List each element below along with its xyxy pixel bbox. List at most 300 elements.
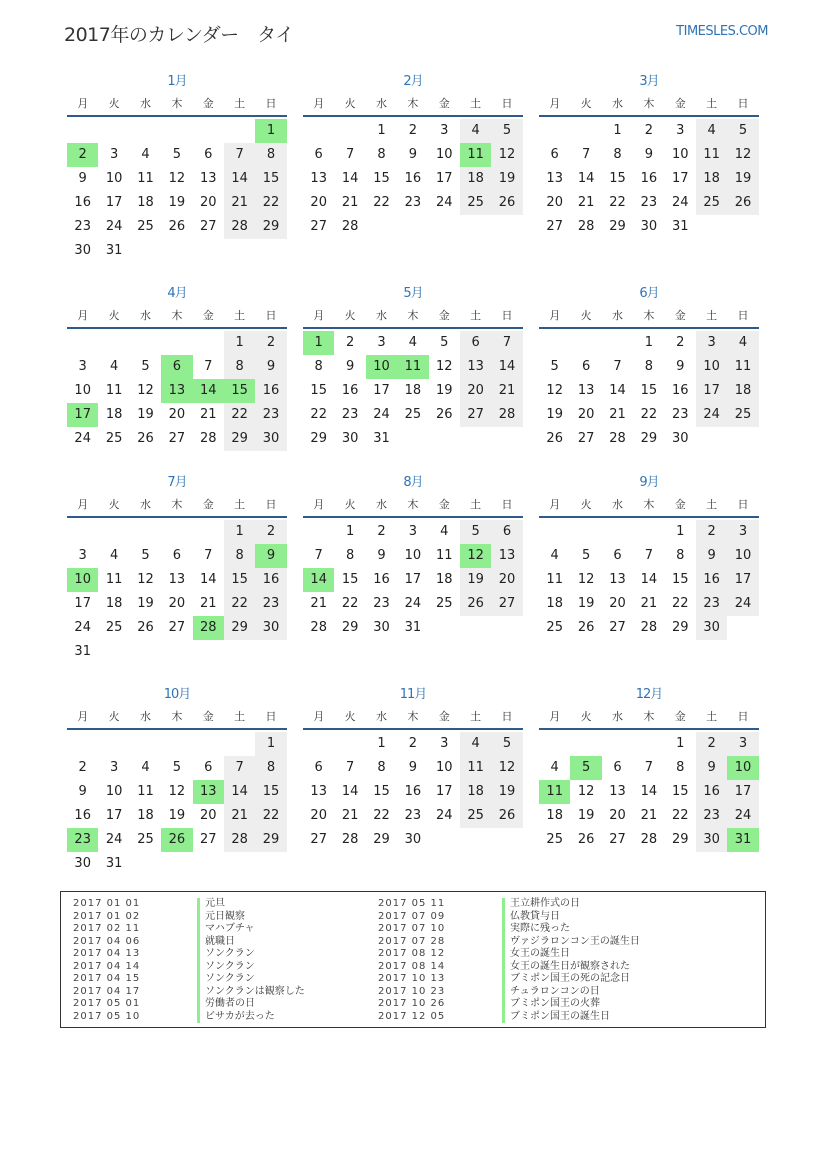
- day-cell: 22: [310, 407, 327, 422]
- legend-row: [73, 961, 373, 974]
- day-cell: 5: [491, 119, 522, 143]
- day-cell: 23: [671, 407, 689, 422]
- legend-row: [73, 998, 373, 1011]
- weekday-label: 日: [501, 97, 513, 110]
- day-cell: 20: [310, 195, 327, 210]
- day-cell: 28: [640, 832, 658, 847]
- month-title: 6月: [639, 286, 659, 301]
- day-grid: [303, 732, 523, 852]
- weekday-label: 水: [375, 309, 387, 322]
- weekday-label: 月: [77, 97, 89, 110]
- day-cell: 3: [78, 548, 87, 563]
- day-cell: 27: [310, 832, 327, 847]
- weekday-label: 日: [265, 309, 277, 322]
- day-cell: 6: [550, 147, 559, 162]
- day-cell: 29: [224, 427, 255, 451]
- day-grid: [303, 331, 523, 451]
- weekday-header: [67, 707, 287, 725]
- legend-holiday-name: ソンクラン: [197, 948, 255, 961]
- day-cell: 19: [727, 167, 758, 191]
- day-cell: 30: [696, 616, 727, 640]
- day-cell: 21: [491, 379, 522, 403]
- day-cell: 22: [373, 808, 390, 823]
- day-cell: 11: [546, 572, 563, 587]
- day-cell: 21: [199, 407, 217, 422]
- weekday-label: 金: [438, 710, 450, 723]
- legend-holiday-name: チュラロンコンの日: [502, 986, 600, 999]
- day-cell: 18: [105, 596, 123, 611]
- day-cell: 19: [137, 596, 154, 611]
- weekday-label: 木: [171, 309, 183, 322]
- day-cell: 30: [640, 219, 658, 234]
- day-cell: 25: [546, 832, 563, 847]
- empty-cell: [98, 520, 129, 544]
- day-cell: 14: [609, 383, 626, 398]
- month-title: 1月: [167, 74, 187, 89]
- empty-cell: [67, 119, 98, 143]
- day-cell: 29: [640, 431, 658, 446]
- day-cell: 16: [373, 572, 390, 587]
- legend-holiday-name: 元旦: [197, 898, 225, 911]
- day-cell: 14: [199, 572, 217, 587]
- month-title: 3月: [639, 74, 659, 89]
- month-7: [67, 474, 287, 664]
- weekday-header: [539, 495, 759, 513]
- legend-row: [378, 986, 678, 999]
- weekday-label: 水: [139, 498, 151, 511]
- day-cell: 11: [137, 784, 154, 799]
- day-cell: 25: [696, 191, 727, 215]
- day-cell: 23: [640, 195, 658, 210]
- day-cell: 10: [696, 355, 727, 379]
- day-cell: 11: [397, 355, 428, 379]
- day-cell: 10: [435, 147, 453, 162]
- legend-date: 2017 10 23: [378, 985, 446, 997]
- day-cell: 7: [204, 548, 213, 563]
- weekday-label: 土: [470, 97, 482, 110]
- month-title: 12月: [635, 687, 663, 702]
- legend-holiday-name: ソンクラン: [197, 961, 255, 974]
- day-cell: 10: [435, 760, 453, 775]
- day-cell: 17: [435, 171, 453, 186]
- day-cell: 9: [644, 147, 653, 162]
- day-cell: 7: [314, 548, 323, 563]
- day-cell: 3: [727, 520, 758, 544]
- day-cell: 1: [377, 736, 386, 751]
- day-cell: 28: [224, 215, 255, 239]
- day-cell: 25: [404, 407, 422, 422]
- month-1: [67, 73, 287, 263]
- day-cell: 16: [74, 808, 91, 823]
- day-cell: 5: [172, 147, 181, 162]
- legend-row: [378, 898, 678, 911]
- weekday-label: 木: [407, 498, 419, 511]
- day-grid: [539, 119, 759, 239]
- header-rule: [539, 516, 759, 518]
- day-cell: 1: [255, 119, 286, 143]
- month-9: [539, 474, 759, 640]
- day-cell: 22: [373, 195, 390, 210]
- site-brand-link[interactable]: TIMESLES.COM: [676, 24, 768, 39]
- day-cell: 7: [581, 147, 591, 162]
- legend-date: 2017 08 12: [378, 948, 446, 959]
- day-cell: 5: [727, 119, 758, 143]
- empty-cell: [161, 119, 192, 143]
- day-cell: 6: [204, 147, 213, 162]
- day-cell: 20: [199, 808, 217, 823]
- day-cell: 23: [696, 804, 727, 828]
- day-cell: 3: [727, 732, 758, 756]
- empty-cell: [303, 520, 334, 544]
- empty-cell: [570, 732, 601, 756]
- day-cell: 12: [727, 143, 758, 167]
- day-cell: 21: [609, 407, 626, 422]
- day-cell: 6: [613, 548, 622, 563]
- legend-row: [73, 973, 373, 986]
- weekday-label: 木: [407, 309, 419, 322]
- day-cell: 27: [168, 620, 186, 635]
- day-cell: 31: [404, 620, 422, 635]
- day-cell: 17: [74, 596, 91, 611]
- weekday-label: 木: [643, 498, 655, 511]
- day-cell: 2: [408, 736, 417, 751]
- day-cell: 27: [577, 431, 595, 446]
- day-cell: 18: [727, 379, 758, 403]
- weekday-label: 日: [265, 498, 277, 511]
- day-cell: 4: [408, 335, 417, 350]
- day-cell: 10: [105, 784, 123, 799]
- day-cell: 28: [577, 219, 595, 234]
- day-cell: 1: [613, 123, 622, 138]
- weekday-label: 火: [580, 309, 592, 322]
- day-cell: 1: [644, 335, 653, 350]
- day-cell: 14: [303, 568, 334, 592]
- weekday-label: 水: [375, 498, 387, 511]
- header-rule: [67, 516, 287, 518]
- day-cell: 22: [224, 403, 255, 427]
- day-cell: 12: [168, 171, 186, 186]
- day-cell: 9: [408, 760, 417, 775]
- day-cell: 8: [255, 756, 286, 780]
- day-cell: 23: [67, 828, 98, 852]
- day-cell: 28: [341, 832, 359, 847]
- day-cell: 2: [676, 335, 685, 350]
- legend-row: [73, 936, 373, 949]
- month-title: 10月: [163, 687, 191, 702]
- day-cell: 3: [408, 524, 417, 539]
- empty-cell: [193, 732, 224, 756]
- day-cell: 20: [168, 407, 186, 422]
- legend-holiday-name: 女王の誕生日が観察された: [502, 961, 630, 974]
- day-cell: 24: [105, 219, 123, 234]
- weekday-label: 木: [643, 710, 655, 723]
- day-cell: 8: [345, 548, 355, 563]
- weekday-label: 火: [344, 97, 356, 110]
- day-cell: 8: [377, 760, 386, 775]
- day-grid: [539, 331, 759, 451]
- day-cell: 26: [435, 407, 453, 422]
- day-cell: 26: [137, 620, 154, 635]
- day-cell: 25: [460, 191, 491, 215]
- day-cell: 16: [255, 568, 286, 592]
- day-cell: 20: [546, 195, 563, 210]
- day-cell: 4: [460, 119, 491, 143]
- legend-row: [378, 1011, 678, 1024]
- legend-holiday-name: ビサカが去った: [197, 1011, 275, 1024]
- legend-date: 2017 07 10: [378, 923, 446, 934]
- day-cell: 21: [224, 191, 255, 215]
- day-cell: 10: [404, 548, 422, 563]
- weekday-label: 月: [77, 309, 89, 322]
- day-cell: 13: [609, 784, 626, 799]
- month-title: 7月: [167, 475, 187, 490]
- legend-date: 2017 02 11: [73, 923, 141, 934]
- header-rule: [303, 728, 523, 730]
- header-rule: [67, 327, 287, 329]
- day-cell: 5: [172, 760, 181, 775]
- legend-row: [73, 986, 373, 999]
- day-cell: 28: [224, 828, 255, 852]
- day-cell: 24: [105, 832, 123, 847]
- weekday-header: [539, 707, 759, 725]
- day-cell: 26: [161, 828, 192, 852]
- day-cell: 1: [224, 331, 255, 355]
- weekday-label: 月: [313, 498, 325, 511]
- day-grid: [303, 119, 523, 239]
- day-cell: 28: [193, 616, 224, 640]
- legend-holiday-name: 女王の誕生日: [502, 948, 570, 961]
- weekday-label: 月: [77, 498, 89, 511]
- weekday-label: 月: [313, 97, 325, 110]
- day-cell: 3: [440, 736, 449, 751]
- day-cell: 1: [377, 123, 386, 138]
- month-title: 4月: [167, 286, 187, 301]
- day-cell: 16: [341, 383, 359, 398]
- day-cell: 24: [696, 403, 727, 427]
- day-cell: 24: [727, 804, 758, 828]
- day-cell: 12: [137, 383, 154, 398]
- weekday-label: 水: [139, 309, 151, 322]
- empty-cell: [161, 520, 192, 544]
- empty-cell: [570, 520, 601, 544]
- day-cell: 8: [644, 359, 653, 374]
- weekday-label: 金: [674, 97, 686, 110]
- legend-row: [73, 898, 373, 911]
- day-cell: 9: [345, 359, 355, 374]
- day-cell: 8: [676, 548, 685, 563]
- day-cell: 27: [310, 219, 327, 234]
- header-rule: [303, 115, 523, 117]
- day-cell: 22: [255, 191, 286, 215]
- legend-date: 2017 07 09: [378, 910, 446, 922]
- weekday-label: 土: [234, 710, 246, 723]
- day-cell: 12: [577, 572, 595, 587]
- day-cell: 9: [377, 548, 386, 563]
- weekday-label: 木: [171, 498, 183, 511]
- legend-row: [73, 911, 373, 924]
- weekday-label: 金: [674, 309, 686, 322]
- day-cell: 16: [696, 568, 727, 592]
- legend-holiday-name: 就職日: [197, 936, 235, 949]
- day-cell: 3: [696, 331, 727, 355]
- day-cell: 15: [341, 572, 359, 587]
- empty-cell: [602, 331, 633, 355]
- day-cell: 3: [109, 760, 119, 775]
- day-cell: 29: [341, 620, 359, 635]
- day-cell: 8: [224, 355, 255, 379]
- weekday-label: 金: [438, 97, 450, 110]
- day-cell: 18: [137, 808, 154, 823]
- day-cell: 21: [341, 195, 359, 210]
- empty-cell: [539, 331, 570, 355]
- day-cell: 3: [377, 335, 386, 350]
- day-cell: 11: [105, 383, 123, 398]
- day-cell: 11: [460, 143, 491, 167]
- legend-holiday-name: 実際に残った: [502, 923, 570, 936]
- day-cell: 3: [78, 359, 87, 374]
- legend-holiday-name: ヴァジラロンコン王の誕生日: [502, 936, 640, 949]
- page-title: 2017年のカレンダー タイ: [64, 24, 294, 46]
- day-cell: 26: [168, 219, 186, 234]
- day-cell: 7: [613, 359, 622, 374]
- day-cell: 7: [644, 760, 653, 775]
- day-cell: 29: [671, 620, 689, 635]
- day-cell: 16: [640, 171, 658, 186]
- day-cell: 1: [345, 524, 355, 539]
- day-cell: 9: [78, 784, 87, 799]
- empty-cell: [570, 331, 601, 355]
- day-grid: [539, 732, 759, 852]
- day-cell: 31: [671, 219, 689, 234]
- legend-row: [73, 948, 373, 961]
- day-cell: 23: [373, 596, 390, 611]
- day-cell: 19: [577, 808, 595, 823]
- day-cell: 31: [105, 243, 123, 258]
- day-cell: 29: [255, 215, 286, 239]
- header-rule: [303, 516, 523, 518]
- day-cell: 23: [255, 592, 286, 616]
- day-cell: 23: [696, 592, 727, 616]
- day-cell: 28: [640, 620, 658, 635]
- day-cell: 24: [74, 431, 91, 446]
- day-cell: 11: [137, 171, 154, 186]
- weekday-label: 火: [108, 97, 120, 110]
- legend-date: 2017 05 11: [378, 898, 446, 909]
- day-cell: 18: [460, 780, 491, 804]
- day-cell: 17: [105, 808, 123, 823]
- day-cell: 5: [460, 520, 491, 544]
- day-cell: 24: [435, 195, 453, 210]
- legend-holiday-name: 労働者の日: [197, 998, 255, 1011]
- day-cell: 31: [373, 431, 390, 446]
- day-cell: 8: [255, 143, 286, 167]
- day-cell: 20: [577, 407, 595, 422]
- day-cell: 28: [310, 620, 327, 635]
- day-cell: 11: [539, 780, 570, 804]
- weekday-label: 木: [643, 97, 655, 110]
- legend-row: [378, 973, 678, 986]
- legend-date: 2017 07 28: [378, 935, 446, 947]
- empty-cell: [130, 331, 161, 355]
- day-cell: 4: [109, 359, 119, 374]
- day-cell: 24: [74, 620, 91, 635]
- day-cell: 9: [696, 756, 727, 780]
- day-cell: 13: [460, 355, 491, 379]
- empty-cell: [224, 119, 255, 143]
- day-cell: 30: [373, 620, 390, 635]
- day-cell: 15: [609, 171, 626, 186]
- weekday-label: 金: [438, 309, 450, 322]
- weekday-label: 木: [407, 97, 419, 110]
- empty-cell: [193, 331, 224, 355]
- month-3: [539, 73, 759, 239]
- weekday-label: 日: [265, 710, 277, 723]
- day-cell: 19: [168, 195, 186, 210]
- day-cell: 17: [105, 195, 123, 210]
- day-cell: 26: [137, 431, 154, 446]
- day-cell: 2: [696, 732, 727, 756]
- day-cell: 15: [373, 171, 390, 186]
- day-cell: 28: [199, 431, 217, 446]
- legend-date: 2017 05 10: [73, 1010, 141, 1022]
- legend-row: [73, 923, 373, 936]
- legend-date: 2017 01 02: [73, 910, 141, 922]
- header-rule: [539, 115, 759, 117]
- day-cell: 4: [440, 524, 449, 539]
- day-cell: 7: [224, 143, 255, 167]
- weekday-label: 金: [202, 710, 214, 723]
- day-cell: 23: [341, 407, 359, 422]
- weekday-label: 金: [674, 710, 686, 723]
- day-cell: 30: [74, 243, 91, 258]
- empty-cell: [130, 119, 161, 143]
- day-cell: 14: [224, 780, 255, 804]
- day-cell: 2: [255, 331, 286, 355]
- day-cell: 3: [676, 123, 685, 138]
- day-cell: 9: [696, 544, 727, 568]
- day-cell: 4: [727, 331, 758, 355]
- weekday-label: 土: [706, 498, 718, 511]
- day-cell: 11: [105, 572, 123, 587]
- day-cell: 31: [74, 644, 91, 659]
- empty-cell: [602, 732, 633, 756]
- day-cell: 31: [105, 856, 123, 871]
- legend-row: [378, 998, 678, 1011]
- day-cell: 30: [74, 856, 91, 871]
- day-cell: 27: [168, 431, 186, 446]
- day-cell: 27: [609, 832, 626, 847]
- day-grid: [539, 520, 759, 640]
- weekday-label: 月: [77, 710, 89, 723]
- day-cell: 18: [105, 407, 123, 422]
- day-cell: 18: [460, 167, 491, 191]
- day-cell: 7: [491, 331, 522, 355]
- day-cell: 30: [696, 828, 727, 852]
- empty-cell: [98, 331, 129, 355]
- month-title: 9月: [639, 475, 659, 490]
- day-cell: 7: [345, 147, 355, 162]
- day-cell: 14: [341, 784, 359, 799]
- weekday-label: 日: [501, 498, 513, 511]
- empty-cell: [539, 119, 570, 143]
- day-cell: 30: [671, 431, 689, 446]
- day-cell: 29: [609, 219, 626, 234]
- weekday-label: 日: [737, 309, 749, 322]
- day-cell: 27: [460, 403, 491, 427]
- weekday-label: 金: [438, 498, 450, 511]
- day-cell: 9: [255, 355, 286, 379]
- day-cell: 22: [255, 804, 286, 828]
